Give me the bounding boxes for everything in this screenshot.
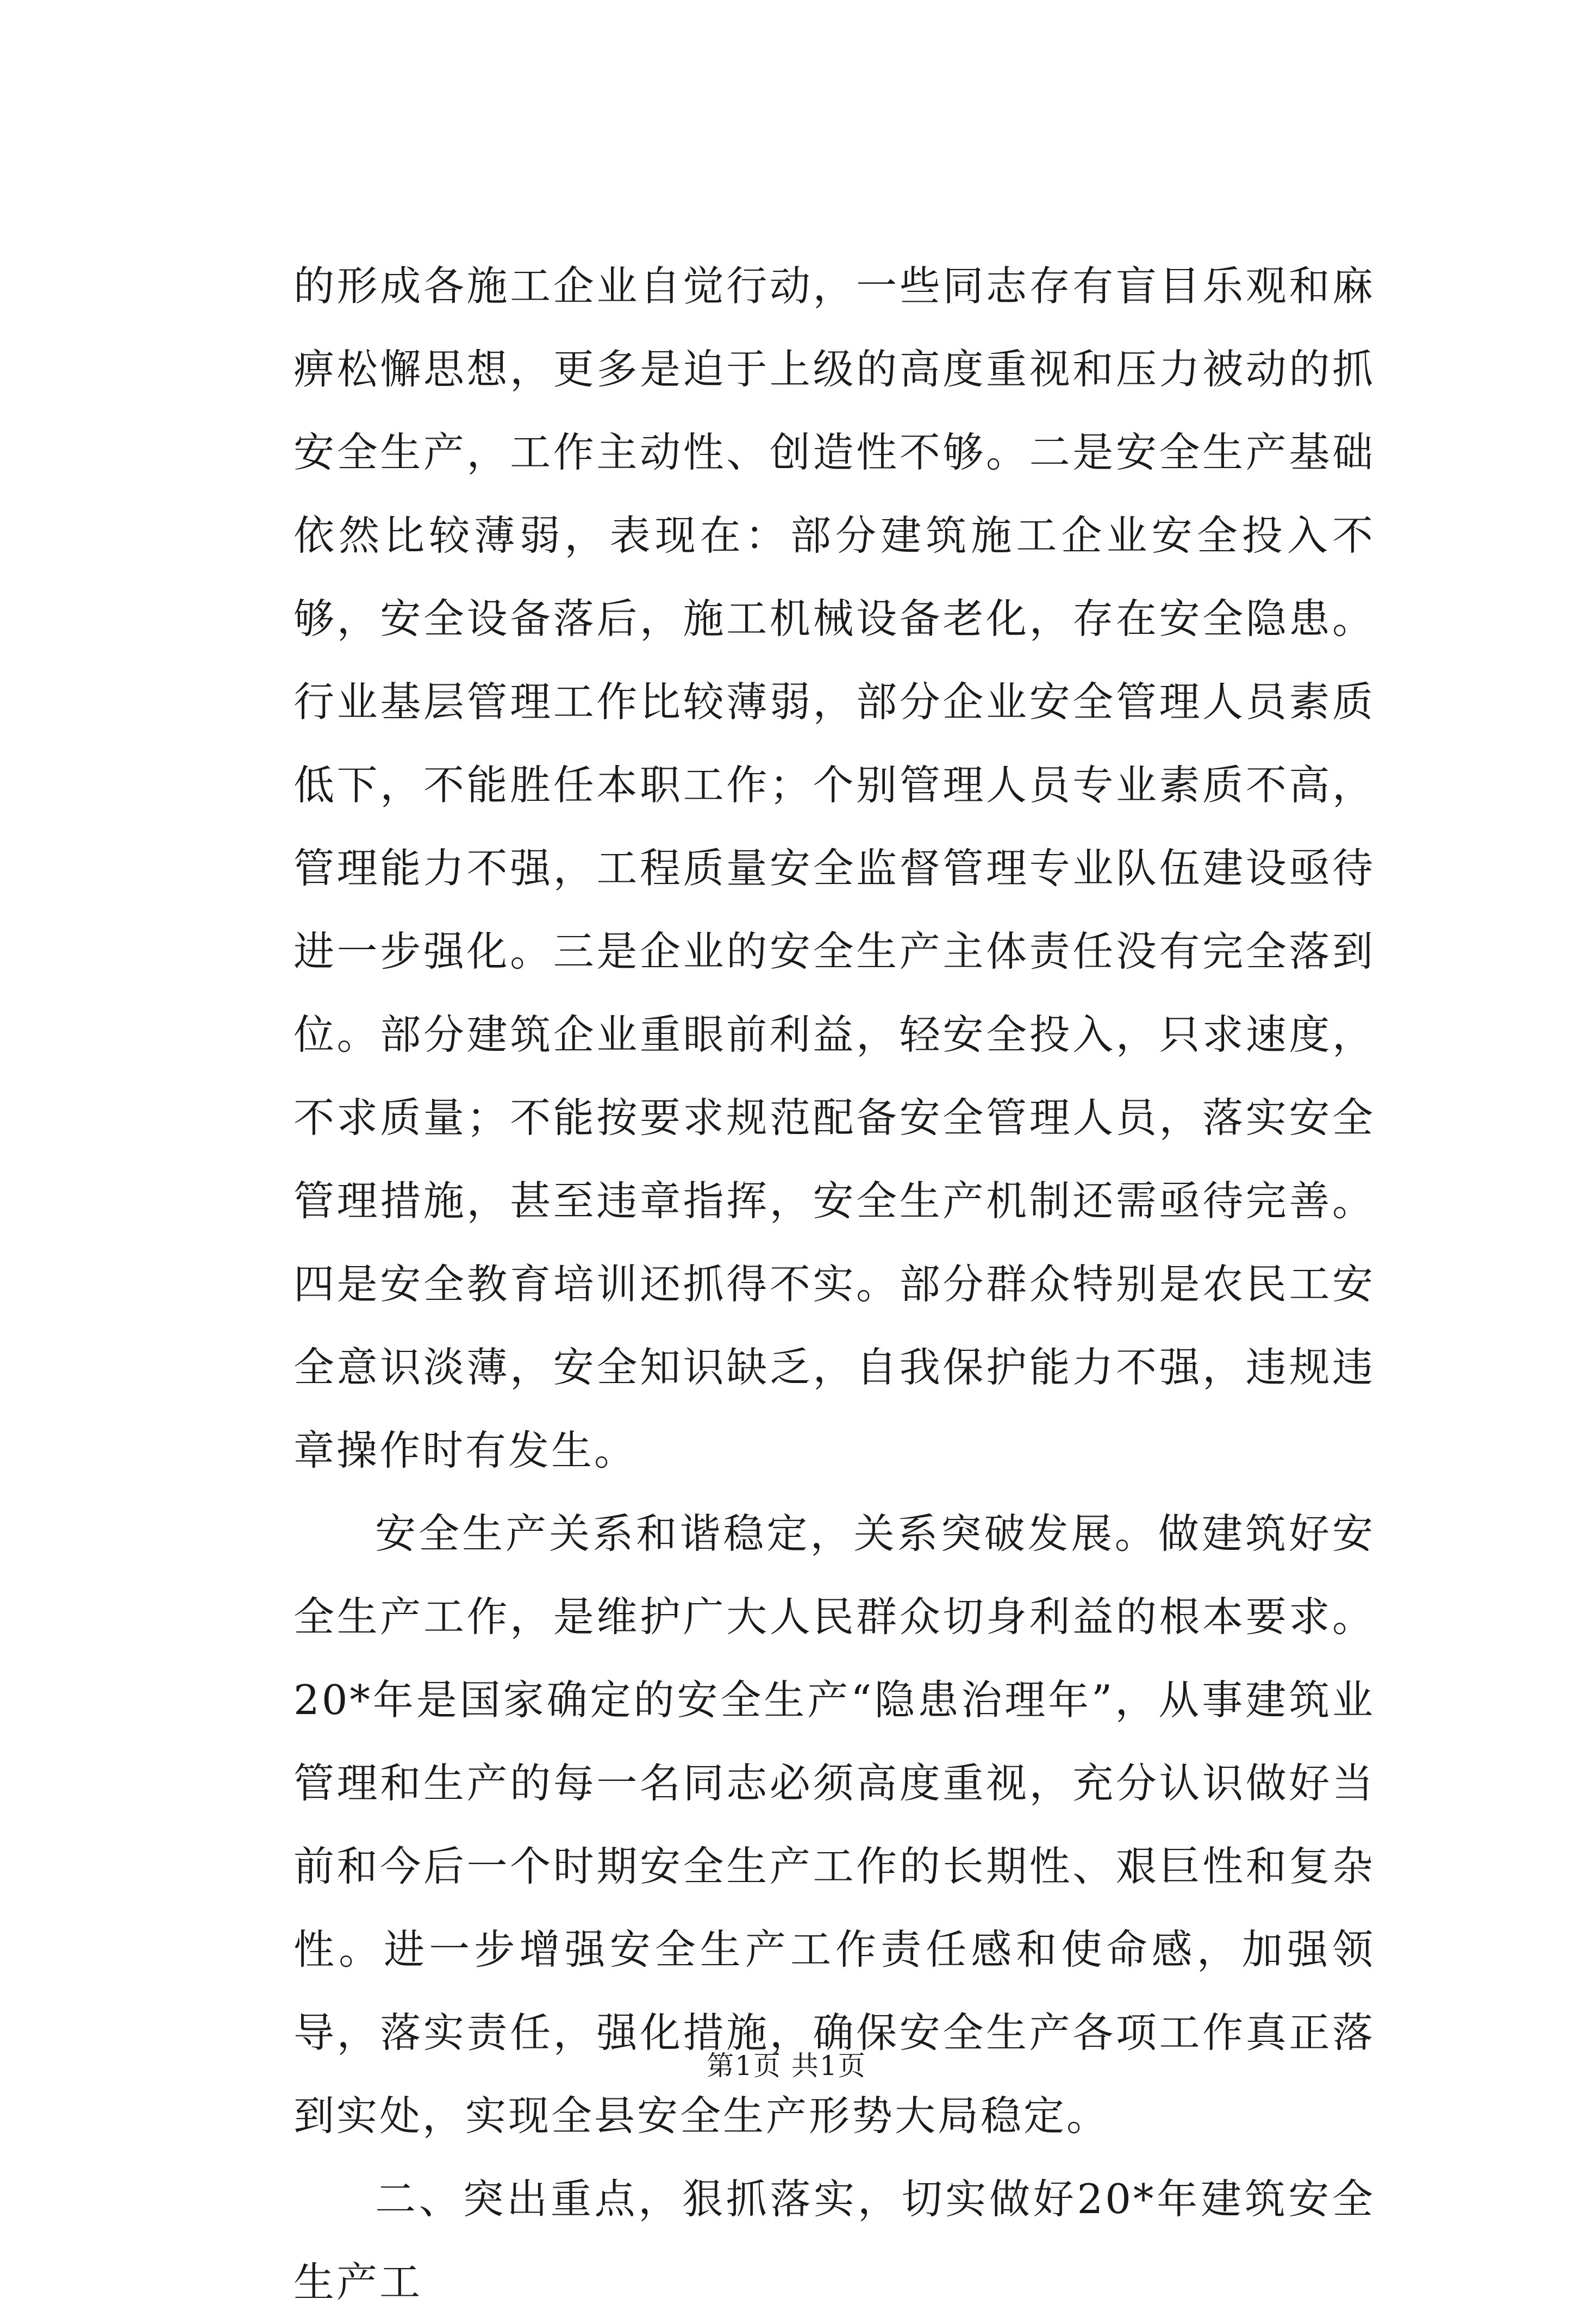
paragraph-safety-production: 安全生产关系和谐稳定，关系突破发展。做建筑好安全生产工作，是维护广大人民群众切身利益的根本要求。20*年是国家确定的安全生产“隐患治理年”，从事建筑业管理和生产的每一名同志必须高度重视，充分认识做好当前和今后一个时期安全生产工作的长期性、艰巨性和复杂性。进一步增强安全生产工作责任感和使命感，加强领导，落实责任，强化措施，确保安全生产各项工作真正落到实处，实现全县安全生产形势大局稳定。 <box>294 1510 1375 2140</box>
section-heading: 二、突出重点，狠抓落实，切实做好20*年建筑安全生产工 <box>294 2175 1375 2306</box>
paragraph-continued: 的形成各施工企业自觉行动，一些同志存有盲目乐观和麻痹松懈思想，更多是迫于上级的高度重视和压力被动的抓安全生产，工作主动性、创造性不够。二是安全生产基础依然比较薄弱，表现在：部分建筑施工企业安全投入不够，安全设备落后，施工机械设备老化，存在安全隐患。行业基层管理工作比较薄弱，部分企业安全管理人员素质低下，不能胜任本职工作；个别管理人员专业素质不高，管理能力不强，工程质量安全监督管理专业队伍建设亟待进一步强化。三是企业的安全生产主体责任没有完全落到位。部分建筑企业重眼前利益，轻安全投入，只求速度，不求质量；不能按要求规范配备安全管理人员，落实安全管理措施，甚至违章指挥，安全生产机制还需亟待完善。四是安全教育培训还抓得不实。部分群众特别是农民工安全意识淡薄，安全知识缺乏，自我保护能力不强，违规违章操作时有发生。 <box>294 262 1375 1474</box>
page-number-footer: 第1页 共1页 <box>707 2050 866 2082</box>
document-body <box>294 245 1375 2324</box>
